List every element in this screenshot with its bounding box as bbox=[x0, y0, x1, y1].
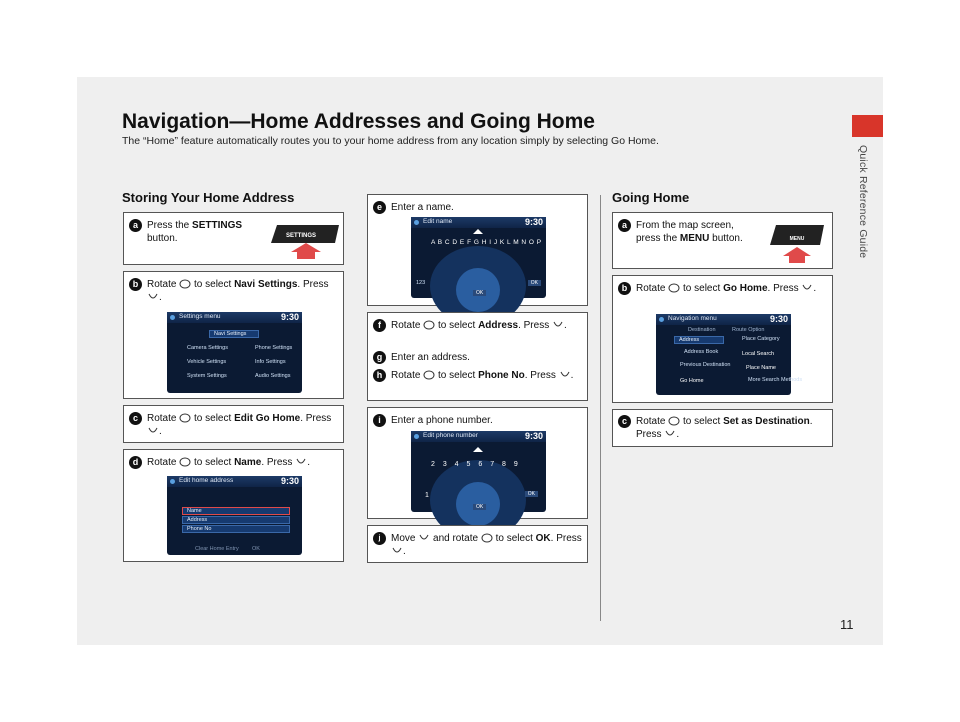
knob-rotate-icon bbox=[423, 320, 435, 330]
knob-press-icon bbox=[391, 546, 403, 556]
step-number: a bbox=[618, 219, 631, 232]
step-box-9: i Enter a phone number. Edit phone number 9:30 2 3 4 5 6 7 8 9 1 OK OK bbox=[367, 407, 588, 519]
knob-rotate-icon bbox=[481, 533, 493, 543]
going-step-box-3: c Rotate to select Set as Destination. Press . bbox=[612, 409, 833, 447]
navigation-menu-screen: Navigation menu 9:30 Destination Route Option Address Place Category Address Book Local Search Previous Destination Place Name Go Home More Search Methods bbox=[656, 314, 791, 395]
going-step-box-1: a From the map screen, press the MENU button. MENU bbox=[612, 212, 833, 269]
step-number: b bbox=[129, 278, 142, 291]
side-label: Quick Reference Guide bbox=[857, 145, 869, 259]
section-heading-going: Going Home bbox=[612, 190, 690, 205]
step-number: g bbox=[373, 351, 386, 364]
knob-rotate-icon bbox=[668, 416, 680, 426]
step-number: f bbox=[373, 319, 386, 332]
knob-press-icon bbox=[147, 426, 159, 436]
knob-rotate-icon bbox=[179, 279, 191, 289]
screen-item: Navi Settings bbox=[209, 330, 259, 338]
settings-menu-screen: Settings menu 9:30 Navi Settings Camera Settings Phone Settings Vehicle Settings Info Settings System Settings Audio Settings bbox=[167, 312, 302, 393]
knob-press-icon bbox=[552, 320, 564, 330]
step-number: a bbox=[129, 219, 142, 232]
step-box-4: d Rotate to select Name. Press . Edit home address 9:30 Name Address Phone No Clear Home Entry OK bbox=[123, 449, 344, 562]
section-heading-storing: Storing Your Home Address bbox=[122, 190, 295, 205]
step-number: c bbox=[618, 415, 631, 428]
knob-rotate-icon bbox=[668, 283, 680, 293]
page-subtitle: The “Home” feature automatically routes you to your home address from any location simply by selecting Go Home. bbox=[122, 135, 659, 147]
going-step-box-2: b Rotate to select Go Home. Press . Navigation menu 9:30 Destination Route Option Address Place Category Address Book Local Search Previous Destination Place Name Go Home More Search Methods bbox=[612, 275, 833, 403]
step-number: i bbox=[373, 414, 386, 427]
step-number: d bbox=[129, 456, 142, 469]
step-box-10: j Move and rotate to select OK. Press . bbox=[367, 525, 588, 563]
menu-button-graphic bbox=[768, 223, 828, 265]
digit-dial-graphic bbox=[411, 442, 546, 512]
page-title: Navigation—Home Addresses and Going Home bbox=[122, 110, 595, 133]
step-box-5: e Enter a name. Edit name 9:30 A B C D E F G H I J K L M N O P 123 OK OK bbox=[367, 194, 588, 306]
column-divider bbox=[600, 195, 601, 621]
edit-phone-screen: Edit phone number 9:30 2 3 4 5 6 7 8 9 1 OK OK bbox=[411, 431, 546, 512]
edit-name-screen: Edit name 9:30 A B C D E F G H I J K L M N O P 123 OK OK bbox=[411, 217, 546, 298]
step-number: c bbox=[129, 412, 142, 425]
step-box-1: a Press the SETTINGS button. SETTINGS bbox=[123, 212, 344, 265]
knob-press-icon bbox=[295, 457, 307, 467]
knob-rotate-icon bbox=[179, 413, 191, 423]
knob-rotate-icon bbox=[423, 370, 435, 380]
knob-press-icon bbox=[664, 429, 676, 439]
edit-home-address-screen: Edit home address 9:30 Name Address Phone No Clear Home Entry OK bbox=[167, 476, 302, 555]
step-box-3: c Rotate to select Edit Go Home. Press . bbox=[123, 405, 344, 443]
step-number: h bbox=[373, 369, 386, 382]
knob-press-icon bbox=[801, 283, 813, 293]
knob-press-icon bbox=[559, 370, 571, 380]
settings-button-graphic bbox=[269, 221, 341, 261]
step-number: j bbox=[373, 532, 386, 545]
page-number: 11 bbox=[840, 617, 854, 632]
section-tab bbox=[852, 115, 883, 137]
knob-press-icon bbox=[147, 292, 159, 302]
knob-rotate-icon bbox=[179, 457, 191, 467]
menu-button-label: MENU bbox=[789, 236, 805, 242]
step-box-2: b Rotate to select Navi Settings. Press . Settings menu 9:30 Navi Settings Camera Settings Phone Settings Vehicle Settings Info Settings System Settings Audio Settings bbox=[123, 271, 344, 399]
knob-move-icon bbox=[418, 533, 430, 543]
settings-button-label: SETTINGS bbox=[285, 233, 317, 239]
step-number: b bbox=[618, 282, 631, 295]
step-number: e bbox=[373, 201, 386, 214]
step-box-6-8: f Rotate to select Address. Press . g Enter an address. h Rotate to select Phone No. Press . bbox=[367, 312, 588, 401]
